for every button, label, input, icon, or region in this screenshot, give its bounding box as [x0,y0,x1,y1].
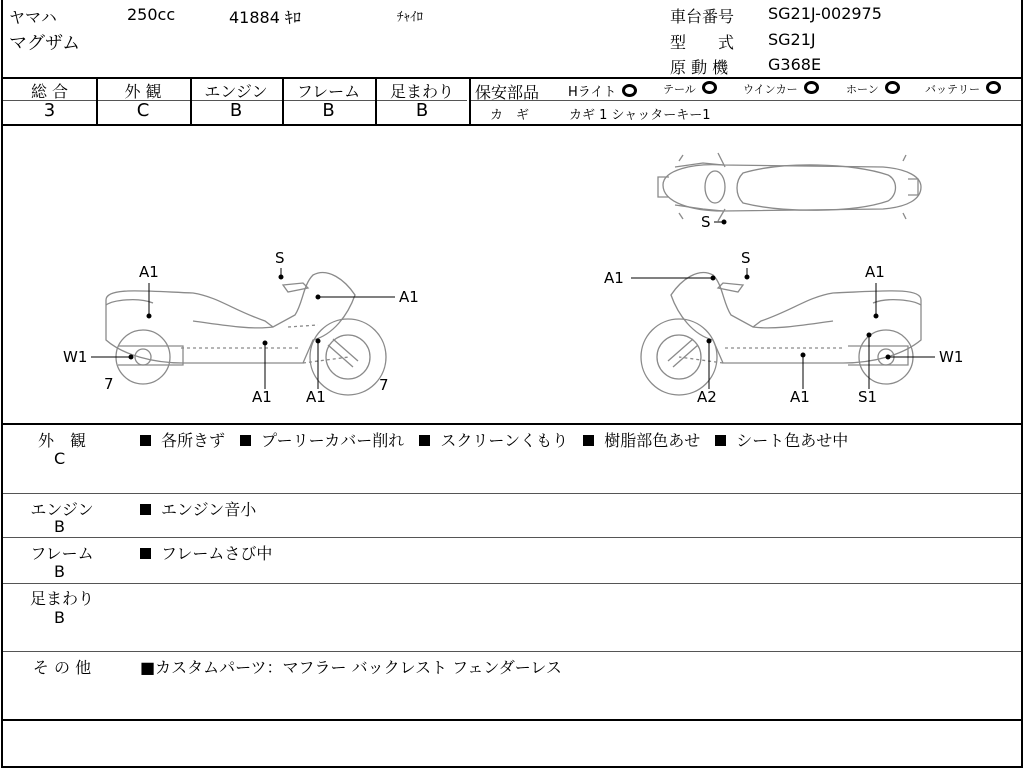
mileage: 41884 ｷﾛ [229,8,301,27]
label-a1-seat: A1 [139,263,159,281]
ok-circle-icon [622,84,637,97]
engine-model-label: 原 動 機 [670,58,729,77]
keys-value: カギ 1 シャッターキー1 [569,108,711,123]
frame-label: フレーム [296,82,361,101]
inspection-sheet [1,0,1023,768]
frame-no-label: 車台番号 [670,7,735,26]
overall-grade: 3 [43,100,56,121]
label-a2: A2 [697,388,717,406]
scooter-right-view [641,273,921,395]
divider [3,493,1021,494]
keys-label: カ ギ [490,108,530,123]
label-7-front: 7 [379,376,389,394]
frame-no: SG21J-002975 [768,4,882,23]
exterior-grade: C [136,100,150,121]
label-w1: W1 [63,348,88,366]
remarks-suspension-label: 足まわり [29,589,94,608]
divider [3,537,1021,538]
label-s1: S1 [858,388,878,406]
color: ﾁｬｲﾛ [397,10,423,25]
engine-grade: B [229,100,243,121]
ok-circle-icon [986,81,1001,94]
label-a1-low-1: A1 [252,388,272,406]
engine-model: G368E [768,55,822,74]
divider [469,100,1021,101]
remarks-engine-label: エンジン [30,500,94,519]
scooter-top-view [658,153,921,221]
label-a1-low-2: A1 [306,388,326,406]
model-name: マグザム [9,33,81,54]
remarks-other-label: そ の 他 [32,658,92,677]
label-top-s: S [701,213,711,231]
remarks-exterior-grade: C [54,449,66,468]
label-w1-right: W1 [939,348,964,366]
remarks-exterior-label: 外 観 [37,431,86,450]
label-s-mirror-right: S [741,249,751,267]
remarks-frame-items: フレームさび中 [140,541,272,564]
remarks-other-text: ■カスタムパーツ：マフラー バックレスト フェンダーレス [140,658,562,677]
label-a1-front: A1 [399,288,419,306]
scooter-left-view [106,273,386,395]
label-a1-low-right: A1 [790,388,810,406]
divider [3,651,1021,652]
safety-item: ホーン [846,81,900,97]
remarks-frame-label: フレーム [30,544,94,563]
suspension-grade: B [415,100,429,121]
type-label: 型 式 [670,33,735,52]
maker: ヤマハ [9,8,57,27]
safety-item: Hライト [568,81,637,100]
suspension-label: 足まわり [389,82,454,101]
displacement: 250cc [127,5,176,24]
overall-label: 総 合 [30,82,69,101]
remarks-exterior-items: 各所きず プーリーカバー削れ スクリーンくもり 樹脂部色あせ シート色あせ中 [140,428,848,451]
divider [469,77,471,125]
ok-circle-icon [702,81,717,94]
safety-item: テール [663,81,717,97]
remarks-engine-items: エンジン音小 [140,497,256,520]
label-a1-seat-right: A1 [865,263,885,281]
exterior-label: 外 観 [124,82,162,101]
label-a1-screen: A1 [604,269,624,287]
safety-item: バッテリー [925,81,1001,97]
damage-diagram [3,125,1023,423]
divider [3,583,1021,584]
engine-label: エンジン [204,82,268,101]
frame-grade: B [322,100,335,121]
ok-circle-icon [885,81,900,94]
remarks-engine-grade: B [54,517,65,536]
remarks-frame-grade: B [54,562,65,581]
safety-item: ウインカー [743,81,819,97]
divider [3,423,1021,425]
label-7-rear: 7 [104,375,114,393]
divider [3,719,1021,721]
safety-label: 保安部品 [475,83,540,102]
remarks-suspension-grade: B [54,608,65,627]
label-s-mirror: S [275,249,285,267]
ok-circle-icon [804,81,819,94]
type-value: SG21J [768,30,816,49]
